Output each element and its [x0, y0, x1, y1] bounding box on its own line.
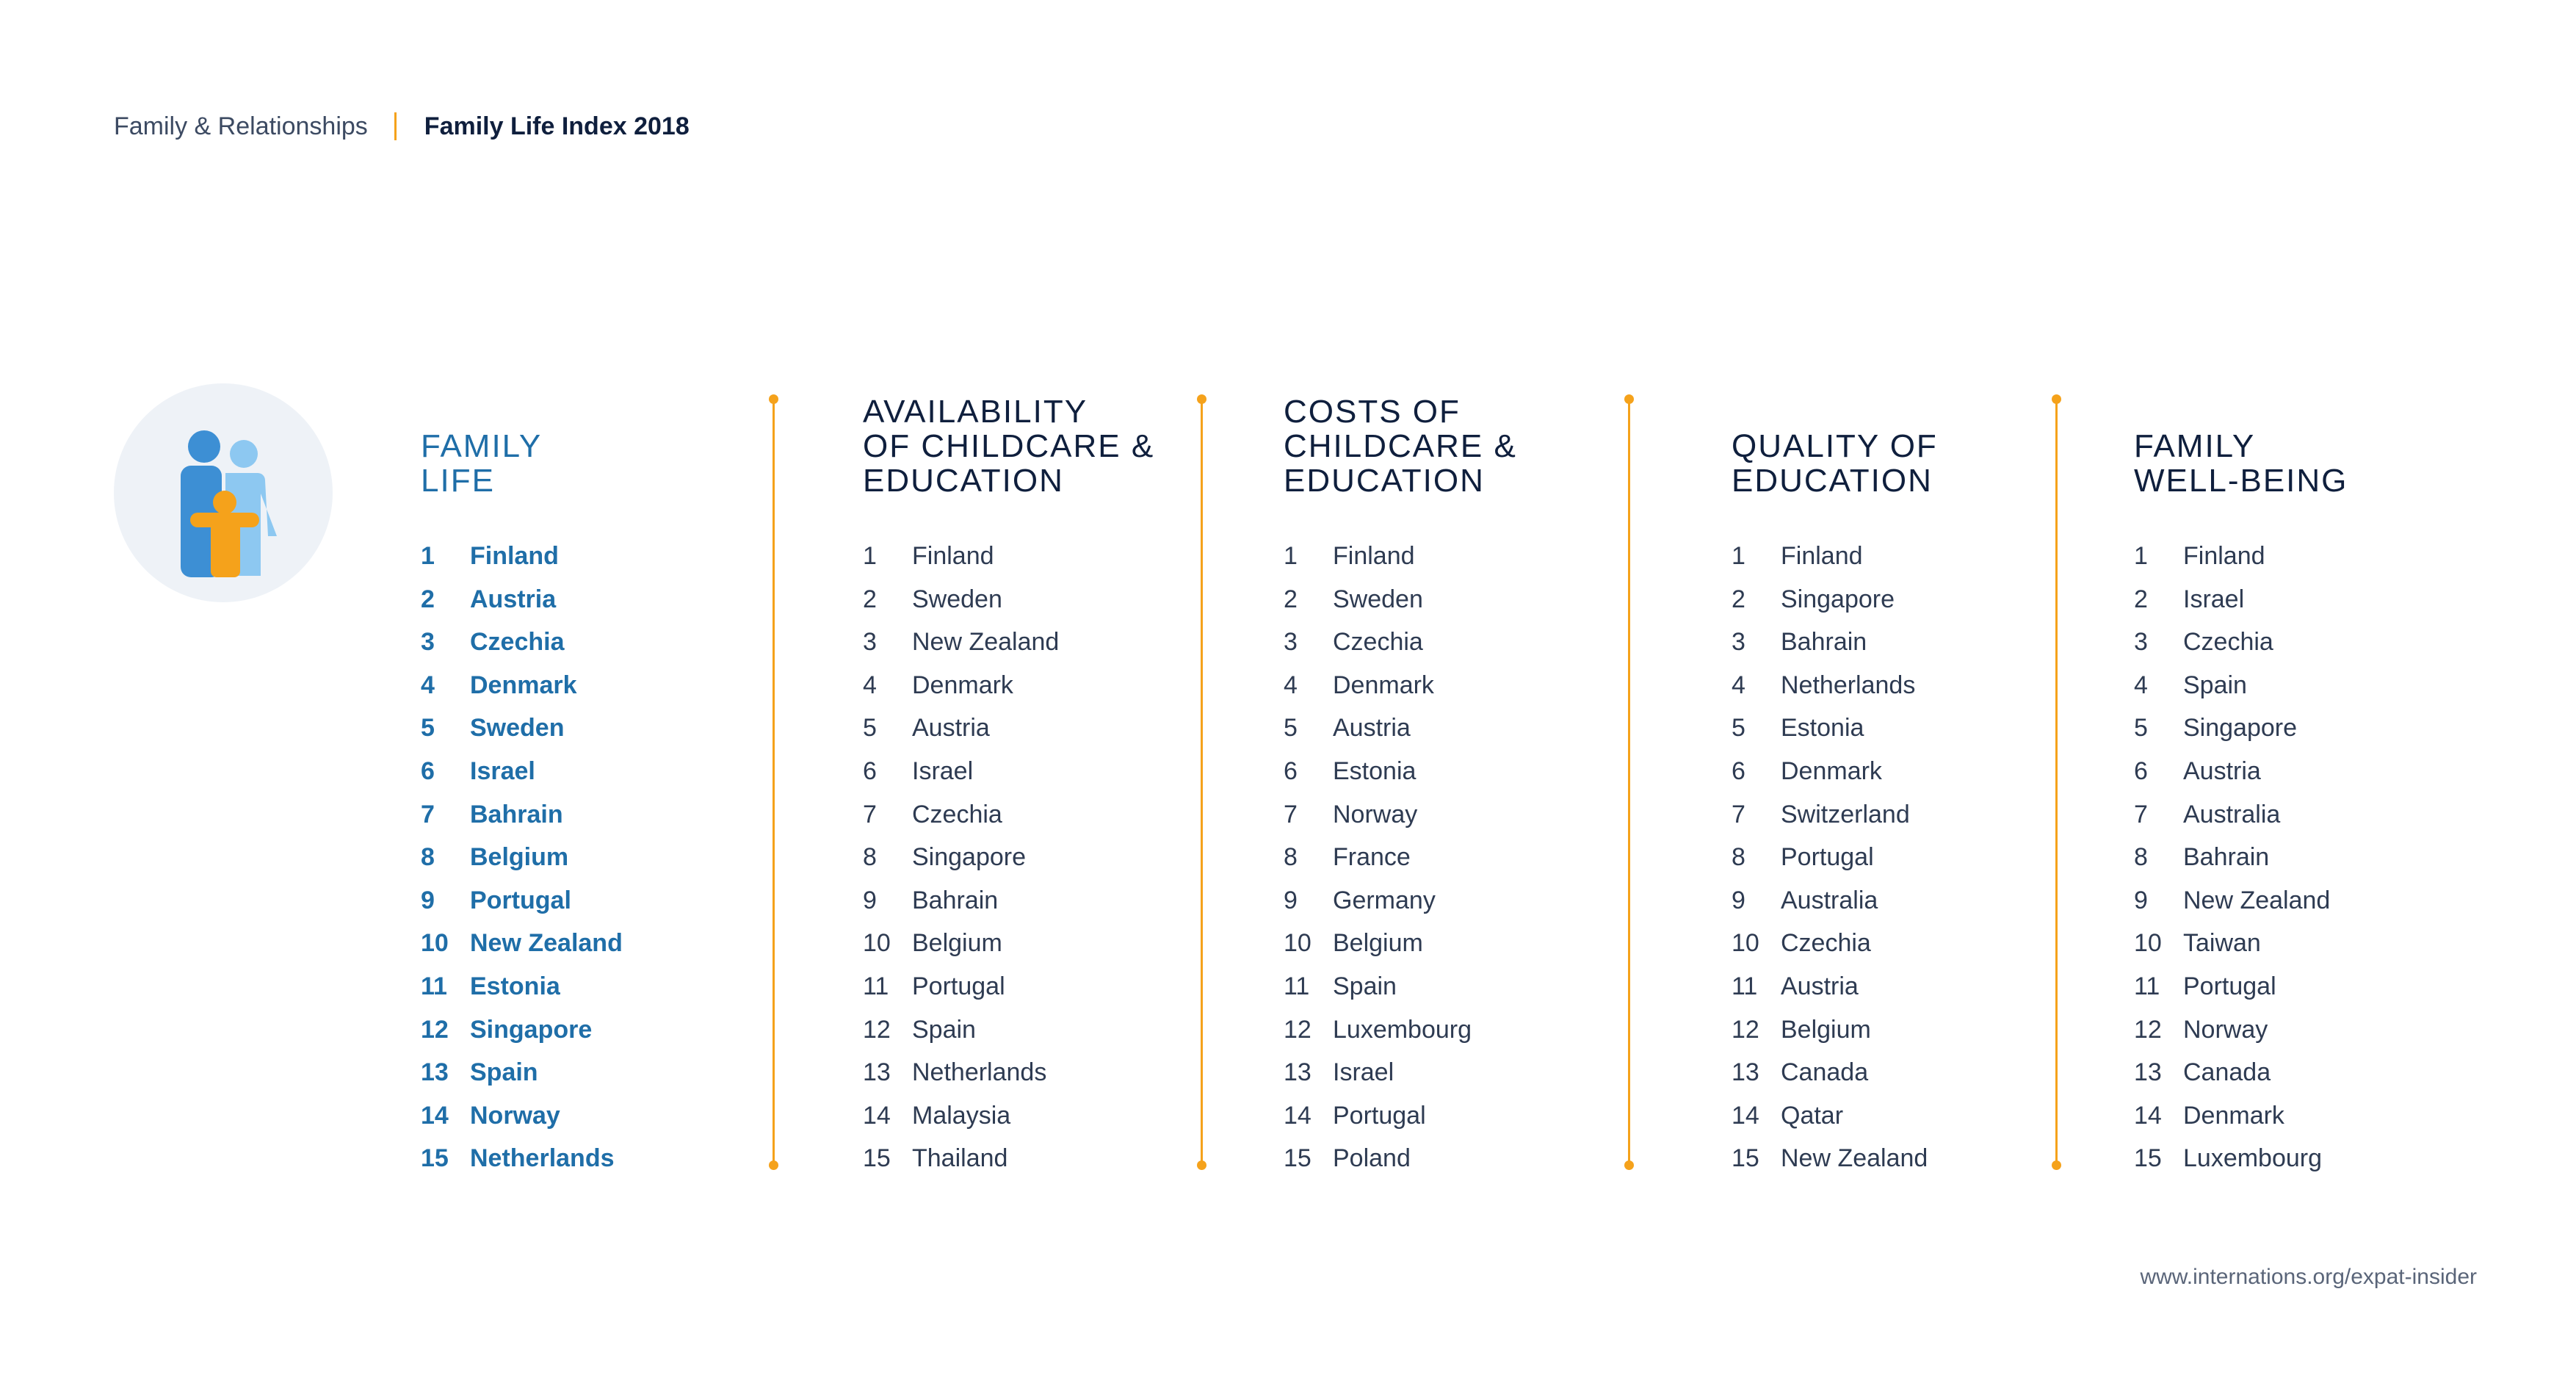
rank-number: 10 — [1732, 929, 1759, 958]
column-divider — [1628, 400, 1630, 1165]
rank-number: 3 — [863, 628, 877, 657]
country-name: Austria — [1781, 972, 1859, 1000]
country-name: Austria — [470, 585, 557, 613]
rank-number: 6 — [2134, 756, 2148, 785]
country-name: Israel — [1333, 1058, 1394, 1087]
rank-number: 14 — [421, 1101, 449, 1130]
country-name: Finland — [1333, 542, 1415, 570]
country-name: Spain — [2183, 671, 2247, 699]
country-name: New Zealand — [2183, 886, 2331, 914]
country-name: Belgium — [470, 843, 569, 872]
country-name: Netherlands — [470, 1144, 615, 1173]
rank-number: 3 — [2134, 628, 2148, 657]
rank-number: 9 — [1284, 886, 1298, 914]
country-name: Czechia — [1333, 628, 1423, 657]
rank-number: 15 — [863, 1144, 891, 1173]
column-title-line: QUALITY OF — [1732, 428, 1938, 464]
country-name: Bahrain — [470, 800, 563, 828]
column-divider — [1201, 400, 1203, 1165]
rank-number: 6 — [1284, 756, 1298, 785]
country-name: Czechia — [1781, 929, 1871, 958]
rank-number: 11 — [421, 972, 447, 1000]
country-name: Canada — [1781, 1058, 1869, 1087]
rank-number: 6 — [863, 756, 877, 785]
country-name: Denmark — [1781, 756, 1882, 785]
country-name: Poland — [1333, 1144, 1411, 1173]
rank-number: 12 — [863, 1015, 891, 1044]
country-name: Singapore — [2183, 714, 2298, 743]
rank-number: 2 — [421, 585, 435, 613]
rank-number: 14 — [863, 1101, 891, 1130]
rank-number: 2 — [1732, 585, 1745, 613]
rank-number: 5 — [1732, 714, 1745, 743]
rank-number: 12 — [1284, 1015, 1311, 1044]
country-name: Netherlands — [1781, 671, 1916, 699]
rank-number: 11 — [1284, 972, 1310, 1000]
rank-number: 7 — [863, 800, 877, 828]
column-title — [1732, 429, 2069, 498]
rank-number: 5 — [421, 714, 435, 743]
country-name: Israel — [470, 756, 535, 785]
rank-number: 15 — [2134, 1144, 2162, 1173]
country-name: Estonia — [1333, 756, 1417, 785]
rank-number: 1 — [1732, 542, 1745, 570]
country-name: Israel — [2183, 585, 2245, 613]
country-name: Czechia — [912, 800, 1002, 828]
family-icon-graphic — [114, 383, 333, 602]
rank-number: 9 — [2134, 886, 2148, 914]
rank-number: 6 — [421, 756, 435, 785]
country-name: Norway — [2183, 1015, 2268, 1044]
column-title-line: LIFE — [421, 463, 495, 499]
country-name: Austria — [1333, 714, 1411, 743]
column-title-line: AVAILABILITY — [863, 394, 1088, 430]
rank-number: 12 — [2134, 1015, 2162, 1044]
column-title-line: FAMILY — [421, 428, 543, 464]
rank-number: 9 — [421, 886, 435, 914]
country-name: Singapore — [1781, 585, 1895, 613]
rank-number: 15 — [1732, 1144, 1759, 1173]
column-title — [2134, 429, 2472, 498]
rank-number: 8 — [1284, 843, 1298, 872]
rank-number: 2 — [1284, 585, 1298, 613]
country-name: Czechia — [2183, 628, 2273, 657]
rank-number: 8 — [2134, 843, 2148, 872]
country-name: Switzerland — [1781, 800, 1910, 828]
country-name: Taiwan — [2183, 929, 2261, 958]
country-name: Belgium — [912, 929, 1002, 958]
rank-number: 13 — [2134, 1058, 2162, 1087]
country-name: Norway — [470, 1101, 560, 1130]
rank-number: 7 — [421, 800, 435, 828]
rank-number: 6 — [1732, 756, 1745, 785]
rank-number: 7 — [2134, 800, 2148, 828]
country-name: New Zealand — [912, 628, 1060, 657]
column-title-line: OF CHILDCARE & — [863, 428, 1155, 464]
rank-number: 4 — [2134, 671, 2148, 699]
rank-number: 15 — [1284, 1144, 1311, 1173]
country-name: Singapore — [912, 843, 1027, 872]
breadcrumb-section: Family & Relationships — [114, 112, 368, 140]
column-title — [863, 394, 1201, 498]
country-name: Denmark — [470, 671, 577, 699]
column-title-line: WELL-BEING — [2134, 463, 2348, 499]
country-name: Austria — [2183, 756, 2261, 785]
rank-number: 1 — [421, 542, 435, 570]
country-name: Bahrain — [2183, 843, 2270, 872]
rank-number: 14 — [2134, 1101, 2162, 1130]
column-title-line: EDUCATION — [1284, 463, 1485, 499]
rank-number: 1 — [1284, 542, 1298, 570]
rank-number: 8 — [421, 843, 435, 872]
country-name: Sweden — [1333, 585, 1423, 613]
country-name: France — [1333, 843, 1411, 872]
rank-number: 3 — [421, 628, 435, 657]
rank-number: 2 — [2134, 585, 2148, 613]
country-name: Finland — [470, 542, 559, 570]
rank-number: 2 — [863, 585, 877, 613]
rank-number: 15 — [421, 1144, 449, 1173]
country-name: Australia — [1781, 886, 1878, 914]
rank-number: 14 — [1732, 1101, 1759, 1130]
rank-number: 5 — [863, 714, 877, 743]
country-name: Finland — [912, 542, 994, 570]
country-name: Bahrain — [912, 886, 999, 914]
rank-number: 3 — [1732, 628, 1745, 657]
country-name: Canada — [2183, 1058, 2271, 1087]
rank-number: 10 — [863, 929, 891, 958]
rank-number: 1 — [2134, 542, 2148, 570]
country-name: Singapore — [470, 1015, 593, 1044]
rank-number: 8 — [1732, 843, 1745, 872]
rank-number: 11 — [1732, 972, 1758, 1000]
country-name: Belgium — [1781, 1015, 1871, 1044]
rank-number: 13 — [863, 1058, 891, 1087]
rank-number: 14 — [1284, 1101, 1311, 1130]
rank-number: 4 — [863, 671, 877, 699]
country-name: Portugal — [2183, 972, 2276, 1000]
country-name: Spain — [1333, 972, 1397, 1000]
rank-number: 12 — [1732, 1015, 1759, 1044]
country-name: Belgium — [1333, 929, 1423, 958]
rank-number: 5 — [2134, 714, 2148, 743]
country-name: Luxembourg — [1333, 1015, 1472, 1044]
country-name: Portugal — [470, 886, 571, 914]
family-icon — [114, 383, 333, 602]
country-name: Sweden — [470, 714, 565, 743]
rank-number: 9 — [863, 886, 877, 914]
breadcrumb — [114, 110, 690, 142]
source-link[interactable]: www.internations.org/expat-insider — [2140, 1265, 2477, 1289]
country-name: Denmark — [2183, 1101, 2284, 1130]
rank-number: 13 — [421, 1058, 449, 1087]
column-divider — [2055, 400, 2058, 1165]
rank-number: 9 — [1732, 886, 1745, 914]
rank-number: 8 — [863, 843, 877, 872]
country-name: Portugal — [1333, 1101, 1426, 1130]
rank-number: 10 — [1284, 929, 1311, 958]
country-name: New Zealand — [470, 929, 623, 958]
column-title-line: CHILDCARE & — [1284, 428, 1517, 464]
rank-number: 4 — [1732, 671, 1745, 699]
country-name: Netherlands — [912, 1058, 1047, 1087]
country-name: Czechia — [470, 628, 565, 657]
rank-number: 11 — [863, 972, 889, 1000]
country-name: Finland — [1781, 542, 1863, 570]
column-title — [421, 429, 759, 498]
rank-number: 10 — [421, 929, 449, 958]
rank-number: 7 — [1732, 800, 1745, 828]
rank-number: 13 — [1284, 1058, 1311, 1087]
country-name: Bahrain — [1781, 628, 1867, 657]
country-name: Austria — [912, 714, 990, 743]
page-title: Family Life Index 2018 — [424, 112, 690, 140]
rank-number: 5 — [1284, 714, 1298, 743]
rank-number: 1 — [863, 542, 877, 570]
country-name: New Zealand — [1781, 1144, 1928, 1173]
rank-number: 4 — [1284, 671, 1298, 699]
column-title-line: EDUCATION — [863, 463, 1064, 499]
country-name: Malaysia — [912, 1101, 1011, 1130]
country-name: Portugal — [912, 972, 1005, 1000]
breadcrumb-divider — [394, 112, 397, 140]
rank-number: 3 — [1284, 628, 1298, 657]
country-name: Finland — [2183, 542, 2265, 570]
rank-number: 7 — [1284, 800, 1298, 828]
country-name: Estonia — [1781, 714, 1864, 743]
column-title — [1284, 394, 1621, 498]
country-name: Thailand — [912, 1144, 1008, 1173]
country-name: Portugal — [1781, 843, 1874, 872]
country-name: Germany — [1333, 886, 1436, 914]
country-name: Denmark — [1333, 671, 1434, 699]
rank-number: 4 — [421, 671, 435, 699]
country-name: Luxembourg — [2183, 1144, 2323, 1173]
rank-number: 12 — [421, 1015, 449, 1044]
country-name: Spain — [912, 1015, 976, 1044]
country-name: Sweden — [912, 585, 1002, 613]
column-title-line: FAMILY — [2134, 428, 2256, 464]
country-name: Denmark — [912, 671, 1013, 699]
country-name: Israel — [912, 756, 974, 785]
country-name: Estonia — [470, 972, 560, 1000]
column-divider — [773, 400, 775, 1165]
column-title-line: COSTS OF — [1284, 394, 1461, 430]
country-name: Australia — [2183, 800, 2281, 828]
country-name: Spain — [470, 1058, 538, 1087]
country-name: Qatar — [1781, 1101, 1844, 1130]
country-name: Norway — [1333, 800, 1418, 828]
rank-number: 13 — [1732, 1058, 1759, 1087]
rank-number: 10 — [2134, 929, 2162, 958]
column-title-line: EDUCATION — [1732, 463, 1933, 499]
rank-number: 11 — [2134, 972, 2160, 1000]
